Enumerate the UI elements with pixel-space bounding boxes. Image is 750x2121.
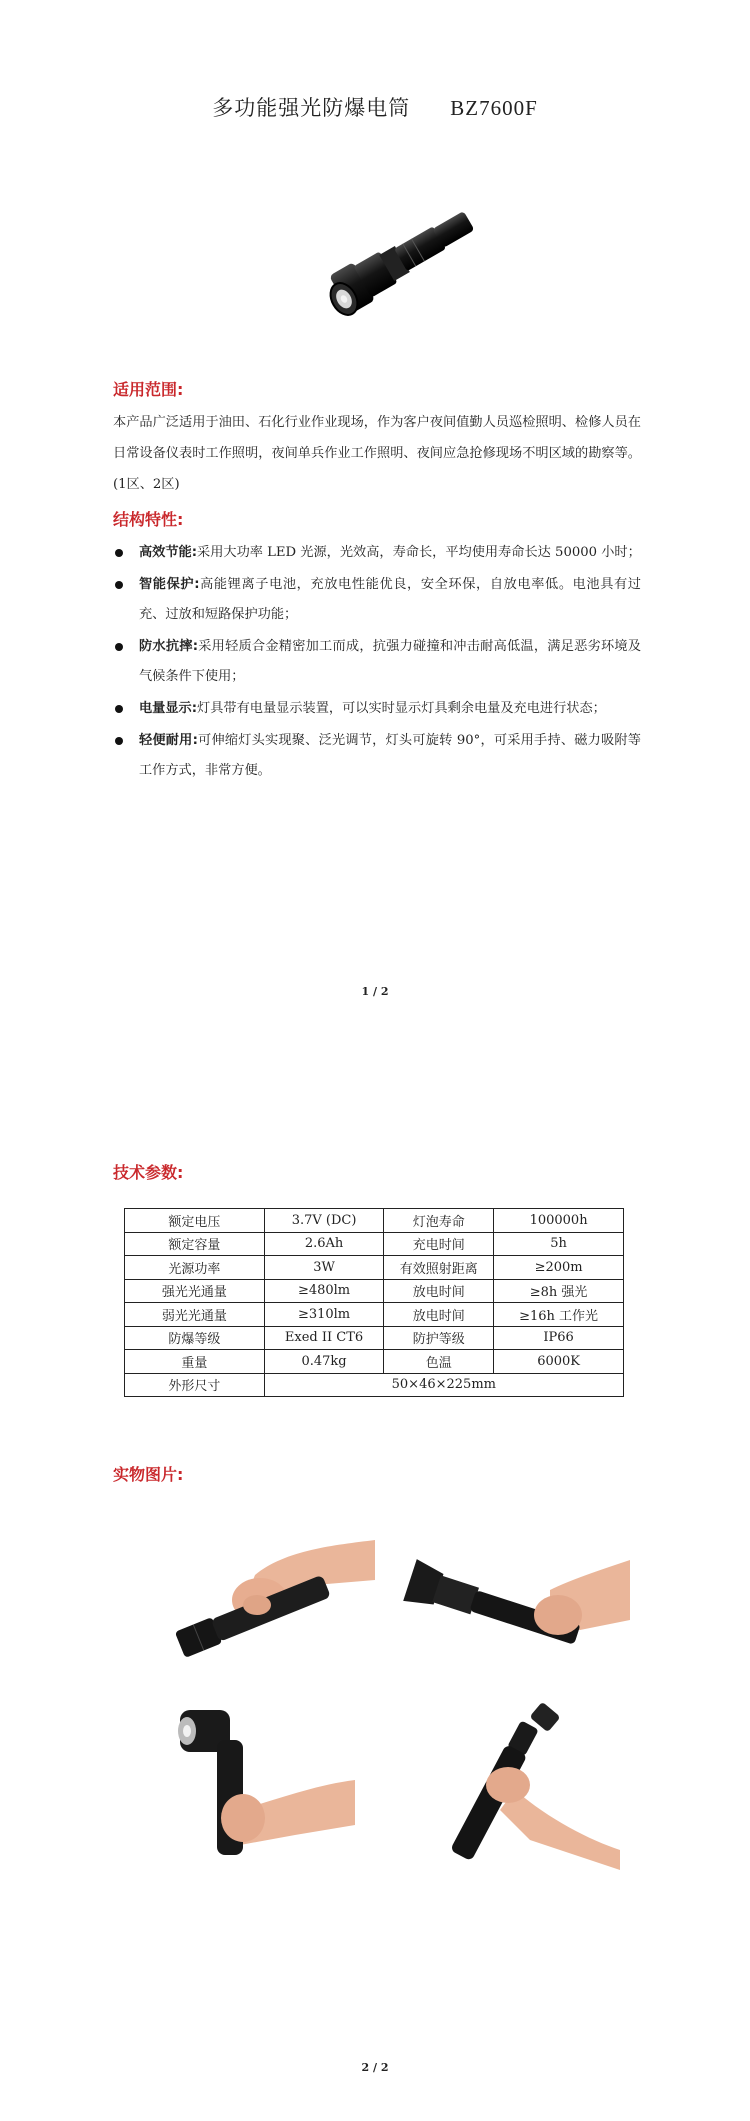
feature-label: 轻便耐用: — [139, 733, 198, 748]
page-number-2: 2 / 2 — [361, 2061, 389, 2074]
photo-hand-holding-head-left — [400, 1520, 630, 1690]
bullet-dot-icon — [115, 643, 123, 651]
table-cell: ≥200m — [494, 1256, 624, 1280]
table-cell: 6000K — [494, 1350, 624, 1374]
bullet-dot-icon — [115, 705, 123, 713]
table-cell: 有效照射距离 — [384, 1256, 494, 1280]
table-row — [125, 1326, 624, 1350]
model-number: BZ7600F — [450, 96, 538, 120]
table-cell: 2.6Ah — [264, 1232, 384, 1256]
photo-vertical-grip — [420, 1700, 620, 1870]
feature-text: 采用大功率 LED 光源，光效高，寿命长，平均使用寿命长达 50000 小时； — [197, 545, 641, 560]
title-text: 多功能强光防爆电筒 — [212, 96, 411, 120]
table-row — [125, 1279, 624, 1303]
feature-label: 高效节能: — [139, 545, 198, 560]
feature-item — [113, 694, 641, 724]
table-cell: 防爆等级 — [125, 1326, 265, 1350]
table-cell: 灯泡寿命 — [384, 1209, 494, 1233]
table-cell: 充电时间 — [384, 1232, 494, 1256]
table-cell: 50×46×225mm — [264, 1373, 623, 1397]
table-cell: 外形尺寸 — [125, 1373, 265, 1397]
bullet-dot-icon — [115, 737, 123, 745]
table-cell: ≥16h 工作光 — [494, 1303, 624, 1327]
bullet-dot-icon — [115, 549, 123, 557]
bullet-dot-icon — [115, 581, 123, 589]
table-cell: 0.47kg — [264, 1350, 384, 1374]
params-heading: 技术参数: — [113, 1163, 184, 1182]
feature-item — [113, 538, 641, 568]
photos-heading: 实物图片: — [113, 1465, 184, 1484]
feature-label: 电量显示: — [139, 701, 198, 716]
flashlight-product-image — [320, 195, 480, 330]
table-cell: 光源功率 — [125, 1256, 265, 1280]
feature-item — [113, 726, 641, 786]
table-cell: 防护等级 — [384, 1326, 494, 1350]
table-row — [125, 1209, 624, 1233]
photo-hand-holding-horizontal — [165, 1520, 375, 1670]
page-number-1: 1 / 2 — [361, 985, 389, 998]
table-cell: 放电时间 — [384, 1303, 494, 1327]
table-cell: 强光光通量 — [125, 1279, 265, 1303]
scope-paragraph: 本产品广泛适用于油田、石化行业作业现场，作为客户夜间值勤人员巡检照明、检修人员在日常设备仪表时工作照明，夜间单兵作业工作照明、夜间应急抢修现场不明区域的勘察等。(1区、2区) — [113, 415, 641, 492]
scope-heading: 适用范围: — [113, 380, 184, 399]
spec-table — [124, 1208, 624, 1397]
table-row — [125, 1373, 624, 1397]
table-cell: ≥480lm — [264, 1279, 384, 1303]
table-cell: 3W — [264, 1256, 384, 1280]
features-heading: 结构特性: — [113, 510, 184, 529]
photo-pistol-grip — [165, 1700, 355, 1870]
table-row — [125, 1232, 624, 1256]
table-row — [125, 1303, 624, 1327]
table-cell: 额定电压 — [125, 1209, 265, 1233]
page-title — [0, 92, 750, 122]
table-cell: 5h — [494, 1232, 624, 1256]
table-cell: 放电时间 — [384, 1279, 494, 1303]
table-cell: IP66 — [494, 1326, 624, 1350]
feature-text: 可伸缩灯头实现聚、泛光调节，灯头可旋转 90°，可采用手持、磁力吸附等工作方式，非常方便。 — [139, 733, 641, 778]
table-cell: Exed II CT6 — [264, 1326, 384, 1350]
feature-label: 防水抗摔: — [139, 639, 198, 654]
table-row — [125, 1350, 624, 1374]
feature-text: 采用轻质合金精密加工而成，抗强力碰撞和冲击耐高低温，满足恶劣环境及气候条件下使用； — [139, 639, 642, 684]
table-cell: ≥8h 强光 — [494, 1279, 624, 1303]
feature-text: 高能锂离子电池，充放电性能优良，安全环保，自放电率低。电池具有过充、过放和短路保护功能； — [139, 577, 641, 622]
table-cell: ≥310lm — [264, 1303, 384, 1327]
table-cell: 3.7V (DC) — [264, 1209, 384, 1233]
features-list — [113, 538, 641, 788]
table-cell: 额定容量 — [125, 1232, 265, 1256]
feature-item — [113, 632, 641, 692]
table-cell: 弱光光通量 — [125, 1303, 265, 1327]
table-cell: 重量 — [125, 1350, 265, 1374]
feature-label: 智能保护: — [139, 577, 200, 592]
table-cell: 100000h — [494, 1209, 624, 1233]
feature-text: 灯具带有电量显示装置，可以实时显示灯具剩余电量及充电进行状态； — [197, 701, 606, 716]
table-row — [125, 1256, 624, 1280]
feature-item — [113, 570, 641, 630]
table-cell: 色温 — [384, 1350, 494, 1374]
